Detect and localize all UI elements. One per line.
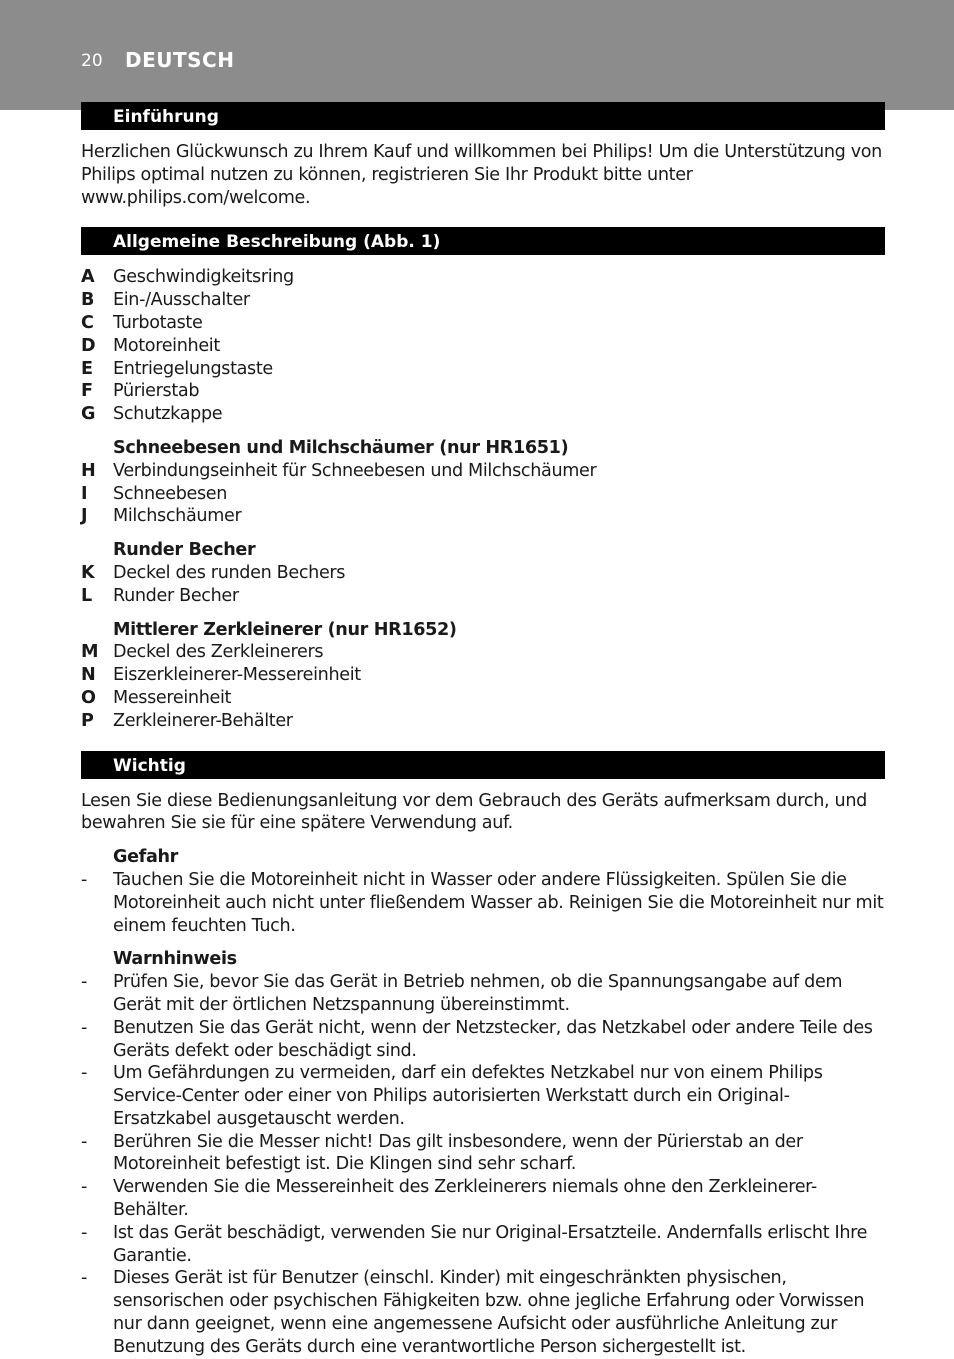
parts-list-item (81, 358, 885, 381)
important-paragraph: Lesen Sie diese Bedienungsanleitung vor dem Gebrauch des Geräts aufmerksam durch, und bewahren Sie sie für eine spätere Verwendung auf. (81, 790, 867, 834)
section-heading-important: Wichtig (81, 751, 885, 779)
warning-title: Warnhinweis (113, 949, 237, 970)
part-label: Eiszerkleinerer-Messereinheit (113, 665, 361, 686)
page-number: 20 (81, 51, 103, 71)
parts-list-main (81, 266, 885, 426)
part-key: D (81, 335, 96, 356)
bullet-item (81, 1267, 885, 1358)
parts-list-item (81, 505, 885, 528)
parts-list-item (81, 380, 885, 403)
part-label: Geschwindigkeitsring (113, 267, 294, 288)
group-title-chopper: Mittlerer Zerkleinerer (nur HR1652) (113, 619, 457, 640)
bullet-item (81, 1131, 885, 1177)
bullet-item (81, 1176, 885, 1222)
part-key: C (81, 312, 94, 333)
part-key: B (81, 290, 95, 311)
parts-list-whisk (81, 460, 885, 528)
parts-list-beaker (81, 562, 885, 608)
parts-list-item (81, 266, 885, 289)
part-key: K (81, 562, 95, 583)
part-label: Schutzkappe (113, 404, 223, 425)
part-label: Deckel des runden Bechers (113, 562, 346, 583)
page-header-bar (0, 0, 954, 110)
bullet-text: Ist das Gerät beschädigt, verwenden Sie nur Original-Ersatzteile. Andernfalls erlischt Ihre Garantie. (113, 1222, 868, 1266)
bullet-dash: - (81, 972, 87, 993)
parts-list-item (81, 403, 885, 426)
part-label: Entriegelungstaste (113, 358, 273, 379)
part-key: O (81, 687, 96, 708)
group-title-whisk: Schneebesen und Milchschäumer (nur HR1651) (113, 437, 569, 458)
bullet-item (81, 1222, 885, 1268)
part-label: Runder Becher (113, 585, 239, 606)
bullet-dash: - (81, 1063, 87, 1084)
part-key: E (81, 358, 93, 379)
part-key: G (81, 404, 96, 425)
parts-list-item (81, 585, 885, 608)
bullet-text: Berühren Sie die Messer nicht! Das gilt insbesondere, wenn der Pürierstab an der Motoreinheit befestigt ist. Die Klingen sind sehr scharf. (113, 1131, 803, 1175)
introduction-paragraph: Herzlichen Glückwunsch zu Ihrem Kauf und willkommen bei Philips! Um die Unterstützung von Philips optimal nutzen zu können, registrieren Sie Ihr Produkt bitte unter www.philips.com/welcome. (81, 142, 882, 208)
parts-list-item (81, 710, 885, 733)
bullet-text: Prüfen Sie, bevor Sie das Gerät in Betrieb nehmen, ob die Spannungsangabe auf dem Gerät mit der örtlichen Netzspannung übereinstimmt. (113, 972, 843, 1015)
danger-bullets (81, 869, 885, 937)
language-title: DEUTSCH (125, 48, 235, 72)
group-title-beaker: Runder Becher (113, 540, 256, 561)
bullet-text: Benutzen Sie das Gerät nicht, wenn der Netzstecker, das Netzkabel oder andere Teile des Geräts defekt oder beschädigt sind. (113, 1017, 873, 1061)
part-label: Messereinheit (113, 687, 232, 708)
part-key: N (81, 665, 96, 686)
warning-bullets (81, 971, 885, 1359)
bullet-dash: - (81, 1222, 87, 1243)
bullet-item (81, 1062, 885, 1130)
bullet-dash: - (81, 1017, 87, 1038)
parts-list-item (81, 483, 885, 506)
parts-list-item (81, 289, 885, 312)
section-heading-introduction: Einführung (81, 102, 885, 130)
part-label: Motoreinheit (113, 335, 220, 356)
bullet-text: Um Gefährdungen zu vermeiden, darf ein defektes Netzkabel nur von einem Philips Service-Center oder einer von Philips autorisierten Werkstatt durch ein Original-Ersatzkabel ausgetauscht werden. (113, 1063, 823, 1129)
section-heading-description: Allgemeine Beschreibung (Abb. 1) (81, 227, 885, 255)
parts-list-item (81, 312, 885, 335)
bullet-dash: - (81, 1268, 87, 1289)
part-label: Pürierstab (113, 381, 200, 402)
part-label: Ein-/Ausschalter (113, 290, 250, 311)
parts-list-chopper (81, 641, 885, 732)
bullet-dash: - (81, 1131, 87, 1152)
part-key: M (81, 642, 99, 663)
bullet-dash: - (81, 869, 87, 890)
bullet-text: Tauchen Sie die Motoreinheit nicht in Wasser oder andere Flüssigkeiten. Spülen Sie die Motoreinheit auch nicht unter fließendem Wasser ab. Reinigen Sie die Motoreinheit nur mit einem feuchten Tuch. (113, 869, 884, 936)
danger-title: Gefahr (113, 847, 179, 868)
parts-list-item (81, 687, 885, 710)
part-key: H (81, 460, 96, 481)
part-label: Turbotaste (113, 312, 203, 333)
bullet-dash: - (81, 1177, 87, 1198)
part-label: Deckel des Zerkleinerers (113, 642, 324, 663)
part-key: F (81, 381, 93, 402)
bullet-text: Verwenden Sie die Messereinheit des Zerkleinerers niemals ohne den Zerkleinerer-Behälter. (113, 1177, 817, 1221)
part-key: I (81, 483, 88, 504)
part-key: L (81, 585, 92, 606)
parts-list-item (81, 664, 885, 687)
part-label: Schneebesen (113, 483, 228, 504)
bullet-item (81, 869, 885, 937)
parts-list-item (81, 460, 885, 483)
part-label: Zerkleinerer-Behälter (113, 710, 293, 731)
parts-list-item (81, 562, 885, 585)
parts-list-item (81, 335, 885, 358)
parts-list-item (81, 641, 885, 664)
bullet-item (81, 971, 885, 1017)
part-label: Verbindungseinheit für Schneebesen und Milchschäumer (113, 460, 597, 481)
part-key: J (81, 506, 88, 527)
bullet-item (81, 1017, 885, 1063)
part-key: A (81, 267, 95, 288)
part-label: Milchschäumer (113, 506, 242, 527)
page-content (81, 102, 885, 1359)
bullet-text: Dieses Gerät ist für Benutzer (einschl. Kinder) mit eingeschränkten physischen, sensorischen oder psychischen Fähigkeiten bzw. ohne jegliche Erfahrung oder Vorwissen nur dann geeignet, wenn eine angemessene Aufsicht oder ausführliche Anleitung zur Benutzung des Geräts durch eine verantwortliche Person sichergestellt ist. (113, 1268, 865, 1357)
part-key: P (81, 710, 94, 731)
